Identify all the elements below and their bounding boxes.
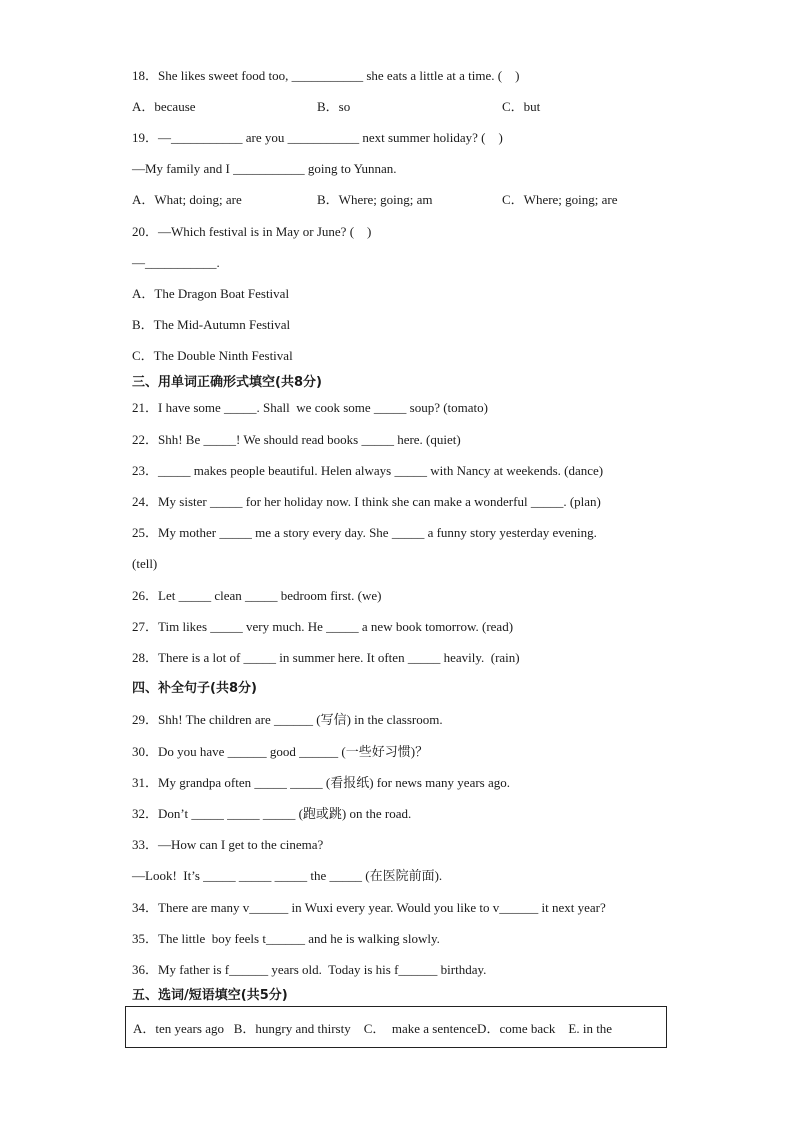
question-33: 33．—How can I get to the cinema? xyxy=(132,837,324,852)
question-33-line2: —Look! It’s _____ _____ _____ the _____ (在医院前面). xyxy=(132,868,443,883)
q20-option-a: A．The Dragon Boat Festival xyxy=(132,286,290,301)
q18-option-c: C．but xyxy=(502,99,541,114)
word-bank-box xyxy=(125,1006,667,1048)
question-20-stem: 20．—Which festival is in May or June? ( ) xyxy=(132,224,372,239)
section-5-heading: 五、选词/短语填空(共5分) xyxy=(132,988,288,1003)
question-20-line2: —___________. xyxy=(132,255,220,270)
q19-option-b: B．Where; going; am xyxy=(317,192,433,207)
question-27: 27．Tim likes _____ very much. He _____ a new book tomorrow. (read) xyxy=(132,619,514,634)
q20-option-b: B．The Mid-Autumn Festival xyxy=(132,317,291,332)
question-34: 34．There are many v______ in Wuxi every year. Would you like to v______ it next year? xyxy=(132,900,606,915)
question-32: 32．Don’t _____ _____ _____ (跑或跳) on the road. xyxy=(132,806,412,821)
question-18-stem: 18．She likes sweet food too, ___________ she eats a little at a time. ( ) xyxy=(132,68,520,83)
q20-option-c: C．The Double Ninth Festival xyxy=(132,348,293,363)
question-23: 23．_____ makes people beautiful. Helen always _____ with Nancy at weekends. (dance) xyxy=(132,463,604,478)
question-26: 26．Let _____ clean _____ bedroom first. (we) xyxy=(132,588,382,603)
question-31: 31．My grandpa often _____ _____ (看报纸) for news many years ago. xyxy=(132,775,511,790)
q18-option-b: B．so xyxy=(317,99,351,114)
question-22: 22．Shh! Be _____! We should read books _____ here. (quiet) xyxy=(132,432,461,447)
question-19-stem: 19．—___________ are you ___________ next summer holiday? ( ) xyxy=(132,130,503,145)
question-21: 21．I have some _____. Shall we cook some _____ soup? (tomato) xyxy=(132,400,488,415)
word-bank-options: A．ten years ago B．hungry and thirsty C． make a sentenceD．come back E. in the xyxy=(133,1021,613,1036)
question-30: 30．Do you have ______ good ______ (一些好习惯)？ xyxy=(132,744,429,759)
section-3-heading: 三、用单词正确形式填空(共8分) xyxy=(132,375,322,390)
question-29: 29．Shh! The children are ______ (写信) in the classroom. xyxy=(132,712,443,727)
question-19-line2: —My family and I ___________ going to Yunnan. xyxy=(132,161,397,176)
question-25-continued: (tell) xyxy=(132,556,158,571)
question-35: 35．The little boy feels t______ and he is walking slowly. xyxy=(132,931,440,946)
q18-option-a: A．because xyxy=(132,99,196,114)
section-4-heading: 四、补全句子(共8分) xyxy=(132,681,257,696)
q19-option-c: C．Where; going; are xyxy=(502,192,618,207)
question-24: 24．My sister _____ for her holiday now. I think she can make a wonderful _____. (plan) xyxy=(132,494,601,509)
question-36: 36．My father is f______ years old. Today is his f______ birthday. xyxy=(132,962,487,977)
q19-option-a: A．What; doing; are xyxy=(132,192,242,207)
question-28: 28．There is a lot of _____ in summer here. It often _____ heavily. (rain) xyxy=(132,650,520,665)
question-25: 25．My mother _____ me a story every day. She _____ a funny story yesterday evening. xyxy=(132,525,597,540)
